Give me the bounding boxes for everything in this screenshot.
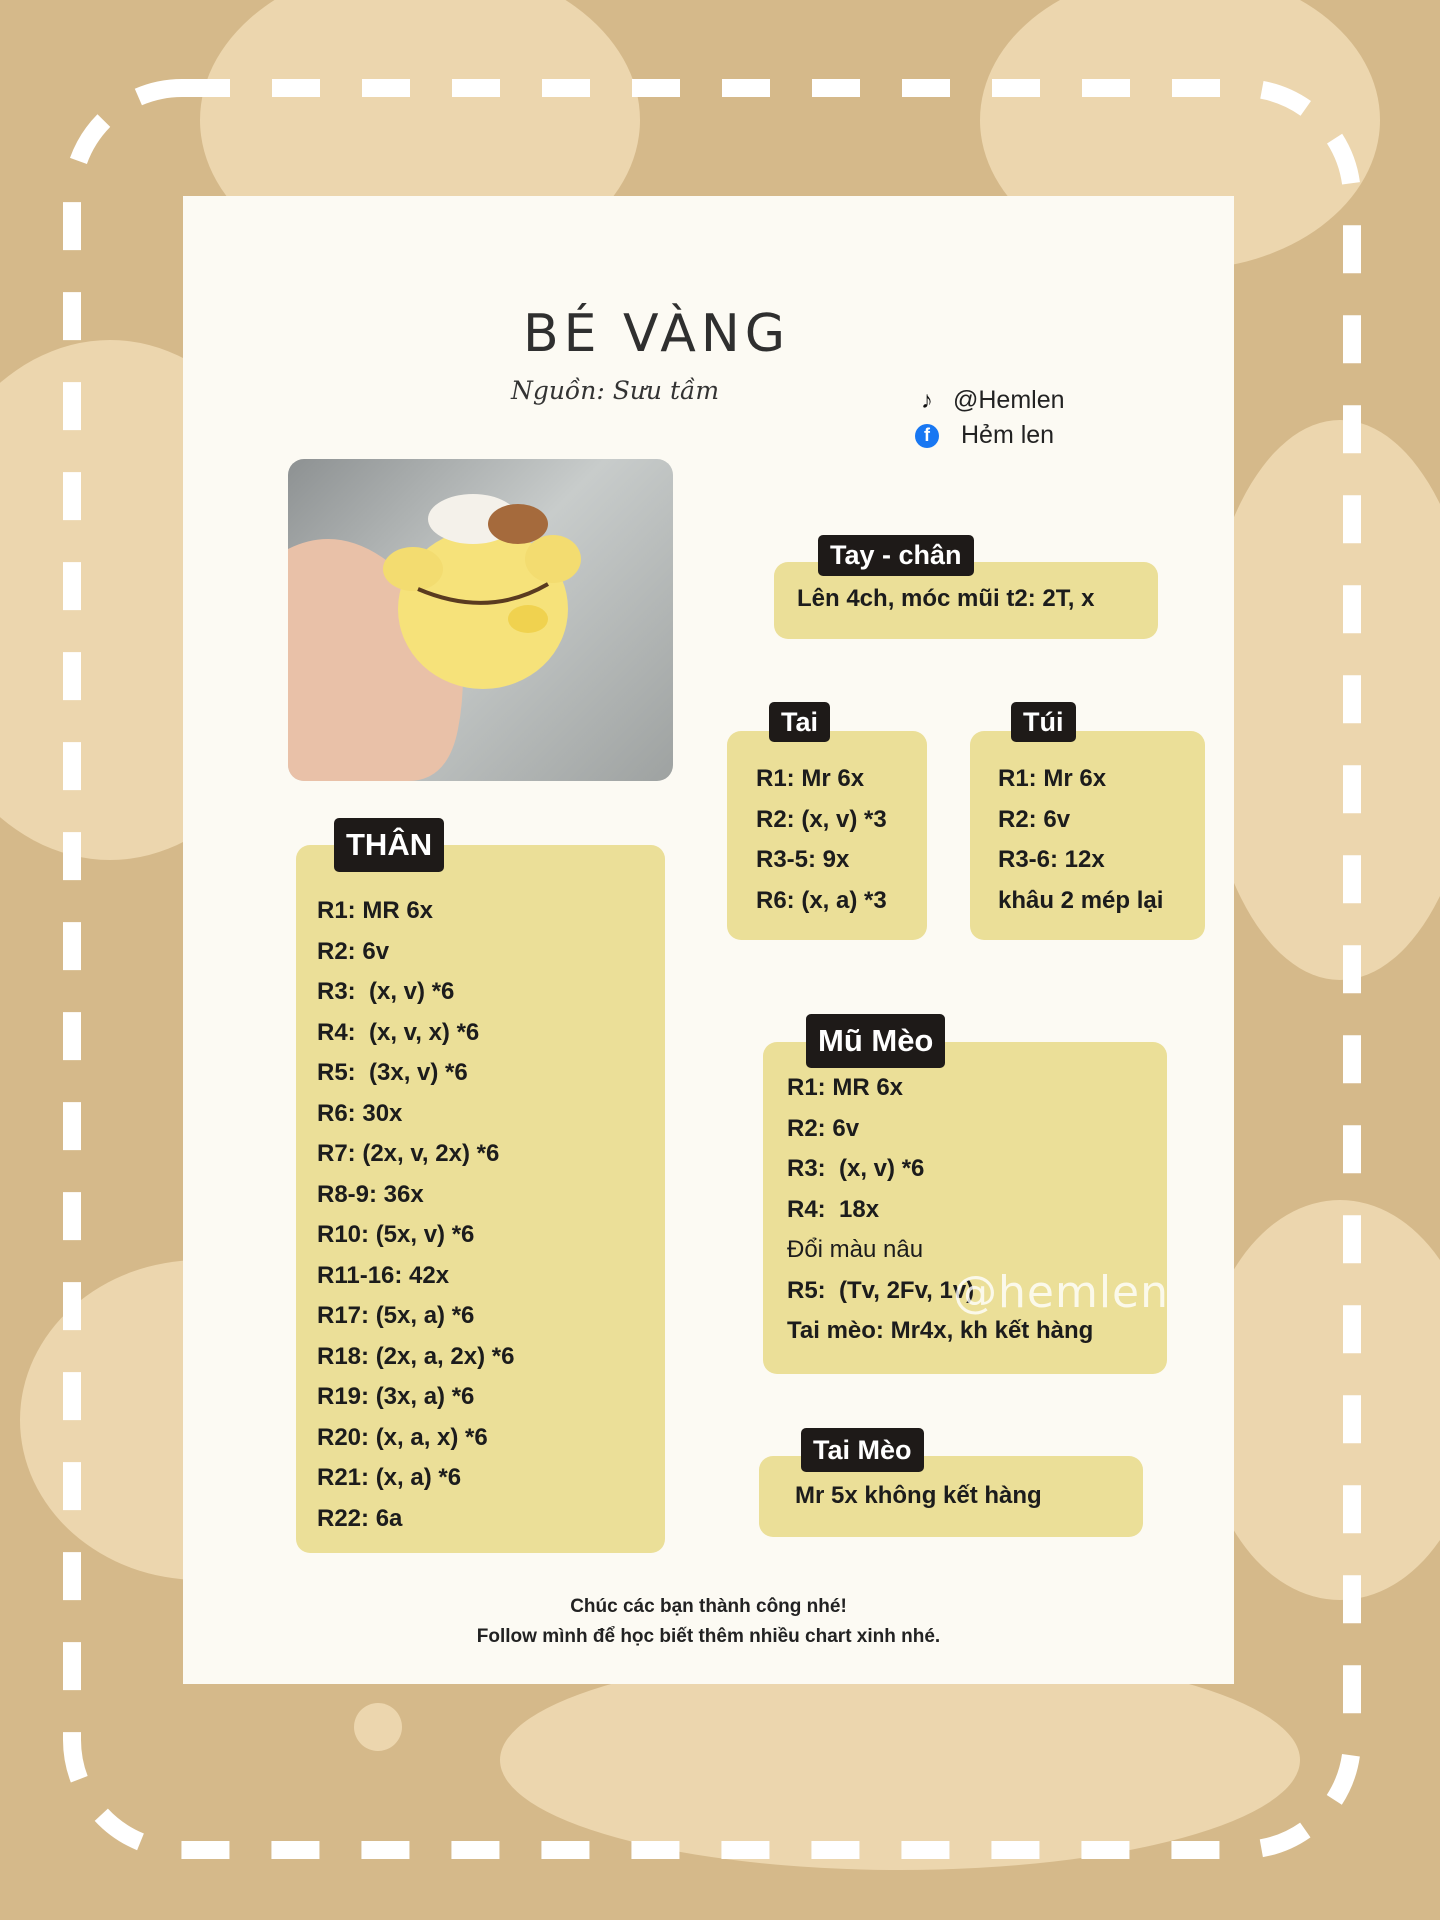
row: R2: 6v [998, 805, 1071, 833]
tai-meo-label: Tai Mèo [801, 1428, 924, 1472]
row: R1: MR 6x [317, 897, 434, 924]
row: khâu 2 mép lại [998, 886, 1164, 914]
source-text: Nguồn: Sưu tầm [510, 376, 720, 405]
row: Mr 5x không kết hàng [795, 1482, 1042, 1509]
facebook-icon: f [915, 424, 939, 448]
row: R8-9: 36x [317, 1180, 424, 1208]
row: R2: 6v [317, 937, 390, 965]
row: R3: (x, v) *6 [787, 1155, 925, 1182]
row: R5: (Tv, 2Fv, 1v) [787, 1276, 975, 1304]
row: Đổi màu nâu [787, 1236, 924, 1263]
page-title: BÉ VÀNG [522, 304, 791, 364]
tui-box [970, 731, 1205, 940]
tiktok-handle[interactable] [915, 386, 1065, 415]
amigurumi-photo [288, 459, 673, 781]
row: R20: (x, a, x) *6 [317, 1423, 488, 1451]
row: Lên 4ch, móc mũi t2: 2T, x [797, 585, 1095, 612]
row: R18: (2x, a, 2x) *6 [317, 1342, 515, 1370]
row: R4: (x, v, x) *6 [317, 1018, 480, 1046]
tiktok-icon: ♪ [921, 386, 933, 414]
mu-meo-box [763, 1042, 1167, 1374]
tay-chan-label: Tay - chân [818, 535, 974, 576]
row: R21: (x, a) *6 [317, 1464, 462, 1491]
row: R17: (5x, a) *6 [317, 1302, 475, 1329]
row: R3-5: 9x [756, 846, 850, 873]
row: R11-16: 42x [317, 1261, 450, 1289]
pattern-card [183, 196, 1234, 1684]
footer-line-2: Follow mình để học biết thêm nhiều chart xinh nhé. [476, 1626, 941, 1647]
row: R3-6: 12x [998, 846, 1105, 873]
than-label: THÂN [334, 818, 444, 872]
tai-box [727, 731, 927, 940]
row: Tai mèo: Mr4x, kh kết hàng [787, 1317, 1094, 1344]
row: R10: (5x, v) *6 [317, 1221, 475, 1248]
row: R4: 18x [787, 1195, 880, 1223]
than-box [296, 845, 665, 1553]
row: R7: (2x, v, 2x) *6 [317, 1140, 500, 1167]
tai-label: Tai [769, 702, 830, 742]
facebook-page[interactable] [915, 421, 1054, 450]
row: R19: (3x, a) *6 [317, 1383, 475, 1410]
watermark: @hemlen [953, 1267, 1169, 1318]
row: R1: Mr 6x [756, 765, 865, 792]
row: R5: (3x, v) *6 [317, 1059, 468, 1086]
row: R3: (x, v) *6 [317, 978, 455, 1005]
row: R22: 6a [317, 1504, 403, 1532]
row: R2: (x, v) *3 [756, 805, 887, 833]
row: R1: Mr 6x [998, 765, 1107, 792]
row: R2: 6v [787, 1114, 860, 1142]
mu-meo-label: Mũ Mèo [806, 1014, 945, 1068]
tiktok-text: @Hemlen [953, 386, 1065, 414]
row: R6: (x, a) *3 [756, 886, 887, 914]
tui-label: Túi [1011, 702, 1076, 742]
row: R1: MR 6x [787, 1074, 904, 1101]
row: R6: 30x [317, 1099, 403, 1127]
footer-line-1: Chúc các bạn thành công nhé! [570, 1596, 847, 1617]
facebook-text: Hẻm len [961, 421, 1055, 449]
